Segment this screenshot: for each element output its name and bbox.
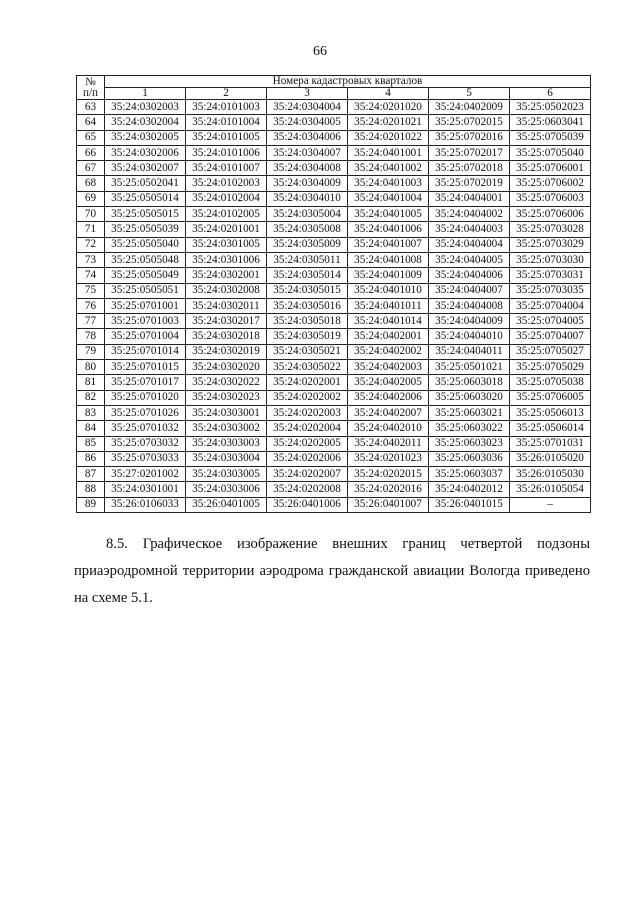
row-number-cell: 88: [77, 482, 105, 497]
column-header: 4: [348, 88, 429, 100]
column-header: 2: [186, 88, 267, 100]
cadastral-number-cell: 35:25:0701015: [105, 360, 186, 375]
table-row: [77, 344, 591, 359]
cadastral-number-cell: 35:24:0201021: [348, 115, 429, 130]
cadastral-number-cell: 35:24:0401002: [348, 161, 429, 176]
cadastral-number-cell: 35:24:0402001: [348, 329, 429, 344]
cadastral-number-cell: 35:26:0106033: [105, 497, 186, 512]
table-row: [77, 176, 591, 191]
cadastral-number-cell: 35:24:0404009: [429, 314, 510, 329]
cadastral-number-cell: 35:24:0202001: [267, 375, 348, 390]
row-number-cell: 86: [77, 451, 105, 466]
cadastral-number-cell: 35:25:0704007: [510, 329, 591, 344]
section-8-5-paragraph: [74, 531, 590, 612]
row-number-cell: 89: [77, 497, 105, 512]
cadastral-number-cell: 35:24:0404001: [429, 191, 510, 206]
cadastral-number-cell: 35:24:0305021: [267, 344, 348, 359]
table-row: [77, 222, 591, 237]
table-row: [77, 436, 591, 451]
paragraph-line: на схеме 5.1.: [74, 590, 153, 606]
cadastral-number-cell: 35:25:0704005: [510, 314, 591, 329]
cadastral-number-cell: 35:25:0705038: [510, 375, 591, 390]
cadastral-number-cell: 35:24:0404004: [429, 237, 510, 252]
cadastral-number-cell: 35:24:0302006: [105, 145, 186, 160]
table-row: [77, 283, 591, 298]
table-row: [77, 161, 591, 176]
table-row: [77, 237, 591, 252]
cadastral-number-cell: 35:25:0702015: [429, 115, 510, 130]
table-body: [77, 100, 591, 513]
cadastral-number-cell: 35:24:0304009: [267, 176, 348, 191]
cadastral-number-cell: 35:24:0401003: [348, 176, 429, 191]
row-number-cell: 63: [77, 100, 105, 115]
page-number: 66: [313, 44, 327, 59]
row-number-cell: 78: [77, 329, 105, 344]
cadastral-number-cell: 35:24:0301005: [186, 237, 267, 252]
cadastral-number-cell: 35:24:0102003: [186, 176, 267, 191]
cadastral-number-cell: 35:24:0305011: [267, 252, 348, 267]
row-number-cell: 87: [77, 467, 105, 482]
cadastral-number-cell: 35:25:0702019: [429, 176, 510, 191]
header-row-number: [77, 76, 105, 100]
cadastral-number-cell: 35:25:0703033: [105, 451, 186, 466]
row-number-cell: 70: [77, 207, 105, 222]
header-num-sign: №: [85, 75, 96, 88]
cadastral-number-cell: 35:24:0404011: [429, 344, 510, 359]
cadastral-number-cell: 35:24:0402010: [348, 421, 429, 436]
table-row: [77, 375, 591, 390]
cadastral-number-cell: 35:26:0401015: [429, 497, 510, 512]
cadastral-number-cell: 35:26:0105020: [510, 451, 591, 466]
cadastral-number-cell: 35:24:0404005: [429, 252, 510, 267]
cadastral-number-cell: 35:25:0505048: [105, 252, 186, 267]
row-number-cell: 84: [77, 421, 105, 436]
cadastral-number-cell: 35:25:0603023: [429, 436, 510, 451]
table-row: [77, 100, 591, 115]
cadastral-number-cell: 35:24:0401014: [348, 314, 429, 329]
cadastral-number-cell: 35:24:0305008: [267, 222, 348, 237]
column-header: 6: [510, 88, 591, 100]
cadastral-number-cell: 35:25:0703029: [510, 237, 591, 252]
cadastral-number-cell: 35:24:0303005: [186, 467, 267, 482]
table-row: [77, 405, 591, 420]
row-number-cell: 85: [77, 436, 105, 451]
cadastral-number-cell: 35:25:0705029: [510, 360, 591, 375]
cadastral-number-cell: 35:25:0603021: [429, 405, 510, 420]
cadastral-number-cell: 35:24:0302007: [105, 161, 186, 176]
table-row: [77, 497, 591, 512]
cadastral-number-cell: 35:25:0702016: [429, 130, 510, 145]
cadastral-number-cell: 35:24:0202006: [267, 451, 348, 466]
cadastral-number-cell: 35:24:0202008: [267, 482, 348, 497]
cadastral-number-cell: 35:25:0505051: [105, 283, 186, 298]
cadastral-number-cell: 35:26:0401006: [267, 497, 348, 512]
cadastral-number-cell: 35:24:0404010: [429, 329, 510, 344]
cadastral-number-cell: 35:24:0201020: [348, 100, 429, 115]
cadastral-number-cell: –: [510, 497, 591, 512]
cadastral-number-cell: 35:26:0105054: [510, 482, 591, 497]
cadastral-number-cell: 35:24:0304007: [267, 145, 348, 160]
table-row: [77, 207, 591, 222]
cadastral-number-cell: 35:24:0401011: [348, 298, 429, 313]
table-header-row-2: [77, 88, 591, 100]
cadastral-number-cell: 35:24:0402011: [348, 436, 429, 451]
cadastral-number-cell: 35:24:0302019: [186, 344, 267, 359]
cadastral-number-cell: 35:24:0201022: [348, 130, 429, 145]
cadastral-number-cell: 35:24:0305014: [267, 268, 348, 283]
cadastral-number-cell: 35:26:0401005: [186, 497, 267, 512]
cadastral-number-cell: 35:25:0603018: [429, 375, 510, 390]
cadastral-number-cell: 35:24:0401004: [348, 191, 429, 206]
cadastral-number-cell: 35:24:0301001: [105, 482, 186, 497]
cadastral-number-cell: 35:24:0101004: [186, 115, 267, 130]
column-header: 3: [267, 88, 348, 100]
cadastral-number-cell: 35:25:0702017: [429, 145, 510, 160]
cadastral-number-cell: 35:25:0701017: [105, 375, 186, 390]
table-row: [77, 298, 591, 313]
cadastral-number-cell: 35:25:0603036: [429, 451, 510, 466]
row-number-cell: 77: [77, 314, 105, 329]
cadastral-number-cell: 35:26:0401007: [348, 497, 429, 512]
cadastral-number-cell: 35:24:0402007: [348, 405, 429, 420]
cadastral-number-cell: 35:25:0505014: [105, 191, 186, 206]
cadastral-number-cell: 35:24:0304004: [267, 100, 348, 115]
row-number-cell: 82: [77, 390, 105, 405]
row-number-cell: 64: [77, 115, 105, 130]
cadastral-number-cell: 35:24:0404006: [429, 268, 510, 283]
cadastral-number-cell: 35:24:0404002: [429, 207, 510, 222]
cadastral-number-cell: 35:24:0402006: [348, 390, 429, 405]
cadastral-number-cell: 35:25:0701014: [105, 344, 186, 359]
row-number-cell: 80: [77, 360, 105, 375]
table-row: [77, 252, 591, 267]
cadastral-number-cell: 35:24:0302003: [105, 100, 186, 115]
cadastral-number-cell: 35:24:0404007: [429, 283, 510, 298]
table-row: [77, 467, 591, 482]
table-row: [77, 451, 591, 466]
cadastral-number-cell: 35:25:0701001: [105, 298, 186, 313]
cadastral-number-cell: 35:25:0603022: [429, 421, 510, 436]
cadastral-number-cell: 35:24:0102005: [186, 207, 267, 222]
cadastral-number-cell: 35:24:0303006: [186, 482, 267, 497]
table-row: [77, 314, 591, 329]
cadastral-number-cell: 35:24:0302017: [186, 314, 267, 329]
cadastral-number-cell: 35:24:0305019: [267, 329, 348, 344]
cadastral-quarters-table: [76, 75, 591, 513]
cadastral-number-cell: 35:24:0305016: [267, 298, 348, 313]
cadastral-number-cell: 35:24:0304008: [267, 161, 348, 176]
row-number-cell: 69: [77, 191, 105, 206]
row-number-cell: 76: [77, 298, 105, 313]
cadastral-number-cell: 35:24:0402009: [429, 100, 510, 115]
cadastral-number-cell: 35:24:0305004: [267, 207, 348, 222]
column-header: 1: [105, 88, 186, 100]
table-row: [77, 390, 591, 405]
cadastral-number-cell: 35:25:0705040: [510, 145, 591, 160]
cadastral-number-cell: 35:25:0703031: [510, 268, 591, 283]
cadastral-number-cell: 35:24:0302005: [105, 130, 186, 145]
cadastral-number-cell: 35:24:0304005: [267, 115, 348, 130]
cadastral-number-cell: 35:24:0401010: [348, 283, 429, 298]
table-row: [77, 145, 591, 160]
row-number-cell: 74: [77, 268, 105, 283]
cadastral-number-cell: 35:24:0401008: [348, 252, 429, 267]
cadastral-number-cell: 35:25:0705039: [510, 130, 591, 145]
cadastral-number-cell: 35:24:0404003: [429, 222, 510, 237]
cadastral-number-cell: 35:25:0603041: [510, 115, 591, 130]
cadastral-number-cell: 35:24:0401006: [348, 222, 429, 237]
row-number-cell: 72: [77, 237, 105, 252]
row-number-cell: 73: [77, 252, 105, 267]
cadastral-number-cell: 35:24:0401009: [348, 268, 429, 283]
cadastral-number-cell: 35:24:0302020: [186, 360, 267, 375]
cadastral-number-cell: 35:25:0701031: [510, 436, 591, 451]
cadastral-number-cell: 35:24:0302018: [186, 329, 267, 344]
cadastral-number-cell: 35:24:0101006: [186, 145, 267, 160]
cadastral-number-cell: 35:25:0706006: [510, 207, 591, 222]
cadastral-number-cell: 35:25:0506014: [510, 421, 591, 436]
cadastral-number-cell: 35:25:0703028: [510, 222, 591, 237]
cadastral-number-cell: 35:25:0705027: [510, 344, 591, 359]
header-num-abbrev: п/п: [82, 86, 99, 99]
cadastral-number-cell: 35:24:0305018: [267, 314, 348, 329]
table-header-row-1: [77, 76, 591, 88]
cadastral-number-cell: 35:24:0101005: [186, 130, 267, 145]
cadastral-number-cell: 35:25:0505040: [105, 237, 186, 252]
row-number-cell: 83: [77, 405, 105, 420]
cadastral-number-cell: 35:25:0703032: [105, 436, 186, 451]
cadastral-number-cell: 35:24:0303004: [186, 451, 267, 466]
row-number-cell: 79: [77, 344, 105, 359]
cadastral-number-cell: 35:24:0401007: [348, 237, 429, 252]
cadastral-number-cell: 35:25:0505015: [105, 207, 186, 222]
row-number-cell: 81: [77, 375, 105, 390]
cadastral-number-cell: 35:25:0501021: [429, 360, 510, 375]
row-number-cell: 65: [77, 130, 105, 145]
table-row: [77, 115, 591, 130]
cadastral-number-cell: 35:25:0506013: [510, 405, 591, 420]
cadastral-number-cell: 35:24:0201023: [348, 451, 429, 466]
table-row: [77, 268, 591, 283]
cadastral-number-cell: 35:25:0706005: [510, 390, 591, 405]
cadastral-number-cell: 35:25:0701026: [105, 405, 186, 420]
cadastral-number-cell: 35:24:0303001: [186, 405, 267, 420]
cadastral-number-cell: 35:24:0304010: [267, 191, 348, 206]
row-number-cell: 67: [77, 161, 105, 176]
cadastral-number-cell: 35:25:0706003: [510, 191, 591, 206]
cadastral-number-cell: 35:24:0302001: [186, 268, 267, 283]
cadastral-number-cell: 35:24:0101007: [186, 161, 267, 176]
row-number-cell: 75: [77, 283, 105, 298]
table-row: [77, 421, 591, 436]
header-cadastral-group: Номера кадастровых кварталов: [105, 76, 591, 88]
table-row: [77, 130, 591, 145]
cadastral-number-cell: 35:25:0603037: [429, 467, 510, 482]
cadastral-number-cell: 35:24:0102004: [186, 191, 267, 206]
cadastral-number-cell: 35:24:0402005: [348, 375, 429, 390]
cadastral-number-cell: 35:24:0202003: [267, 405, 348, 420]
cadastral-number-cell: 35:24:0202002: [267, 390, 348, 405]
cadastral-number-cell: 35:24:0303002: [186, 421, 267, 436]
cadastral-number-cell: 35:25:0706001: [510, 161, 591, 176]
cadastral-number-cell: 35:24:0202007: [267, 467, 348, 482]
cadastral-number-cell: 35:24:0402002: [348, 344, 429, 359]
cadastral-number-cell: 35:24:0201001: [186, 222, 267, 237]
cadastral-number-cell: 35:25:0701004: [105, 329, 186, 344]
table-row: [77, 482, 591, 497]
cadastral-number-cell: 35:25:0502023: [510, 100, 591, 115]
cadastral-number-cell: 35:27:0201002: [105, 467, 186, 482]
column-header: 5: [429, 88, 510, 100]
cadastral-number-cell: 35:25:0603020: [429, 390, 510, 405]
cadastral-number-cell: 35:24:0304006: [267, 130, 348, 145]
row-number-cell: 66: [77, 145, 105, 160]
cadastral-number-cell: 35:25:0701003: [105, 314, 186, 329]
table-row: [77, 360, 591, 375]
cadastral-number-cell: 35:24:0302023: [186, 390, 267, 405]
cadastral-number-cell: 35:24:0401005: [348, 207, 429, 222]
cadastral-number-cell: 35:25:0701032: [105, 421, 186, 436]
cadastral-number-cell: 35:24:0402012: [429, 482, 510, 497]
table-row: [77, 191, 591, 206]
row-number-cell: 71: [77, 222, 105, 237]
cadastral-number-cell: 35:24:0305022: [267, 360, 348, 375]
cadastral-number-cell: 35:25:0704004: [510, 298, 591, 313]
cadastral-number-cell: 35:24:0302008: [186, 283, 267, 298]
cadastral-number-cell: 35:24:0202005: [267, 436, 348, 451]
cadastral-number-cell: 35:26:0105030: [510, 467, 591, 482]
cadastral-number-cell: 35:24:0302011: [186, 298, 267, 313]
cadastral-number-cell: 35:24:0401001: [348, 145, 429, 160]
cadastral-number-cell: 35:25:0702018: [429, 161, 510, 176]
cadastral-number-cell: 35:25:0703035: [510, 283, 591, 298]
cadastral-number-cell: 35:25:0706002: [510, 176, 591, 191]
cadastral-number-cell: 35:24:0301006: [186, 252, 267, 267]
cadastral-number-cell: 35:24:0303003: [186, 436, 267, 451]
cadastral-number-cell: 35:24:0101003: [186, 100, 267, 115]
cadastral-number-cell: 35:24:0302004: [105, 115, 186, 130]
cadastral-number-cell: 35:24:0305015: [267, 283, 348, 298]
cadastral-number-cell: 35:24:0305009: [267, 237, 348, 252]
cadastral-number-cell: 35:24:0202016: [348, 482, 429, 497]
row-number-cell: 68: [77, 176, 105, 191]
cadastral-number-cell: 35:24:0402003: [348, 360, 429, 375]
cadastral-number-cell: 35:25:0502041: [105, 176, 186, 191]
cadastral-number-cell: 35:25:0505049: [105, 268, 186, 283]
cadastral-number-cell: 35:25:0505039: [105, 222, 186, 237]
cadastral-number-cell: 35:24:0404008: [429, 298, 510, 313]
paragraph-line: приаэродромной территории аэродрома гражданской авиации Вологда приведено: [74, 563, 590, 579]
table-row: [77, 329, 591, 344]
cadastral-number-cell: 35:25:0701020: [105, 390, 186, 405]
paragraph-line: 8.5. Графическое изображение внешних границ четвертой подзоны: [106, 536, 590, 552]
cadastral-number-cell: 35:25:0703030: [510, 252, 591, 267]
cadastral-number-cell: 35:24:0202004: [267, 421, 348, 436]
cadastral-number-cell: 35:24:0202015: [348, 467, 429, 482]
cadastral-number-cell: 35:24:0302022: [186, 375, 267, 390]
